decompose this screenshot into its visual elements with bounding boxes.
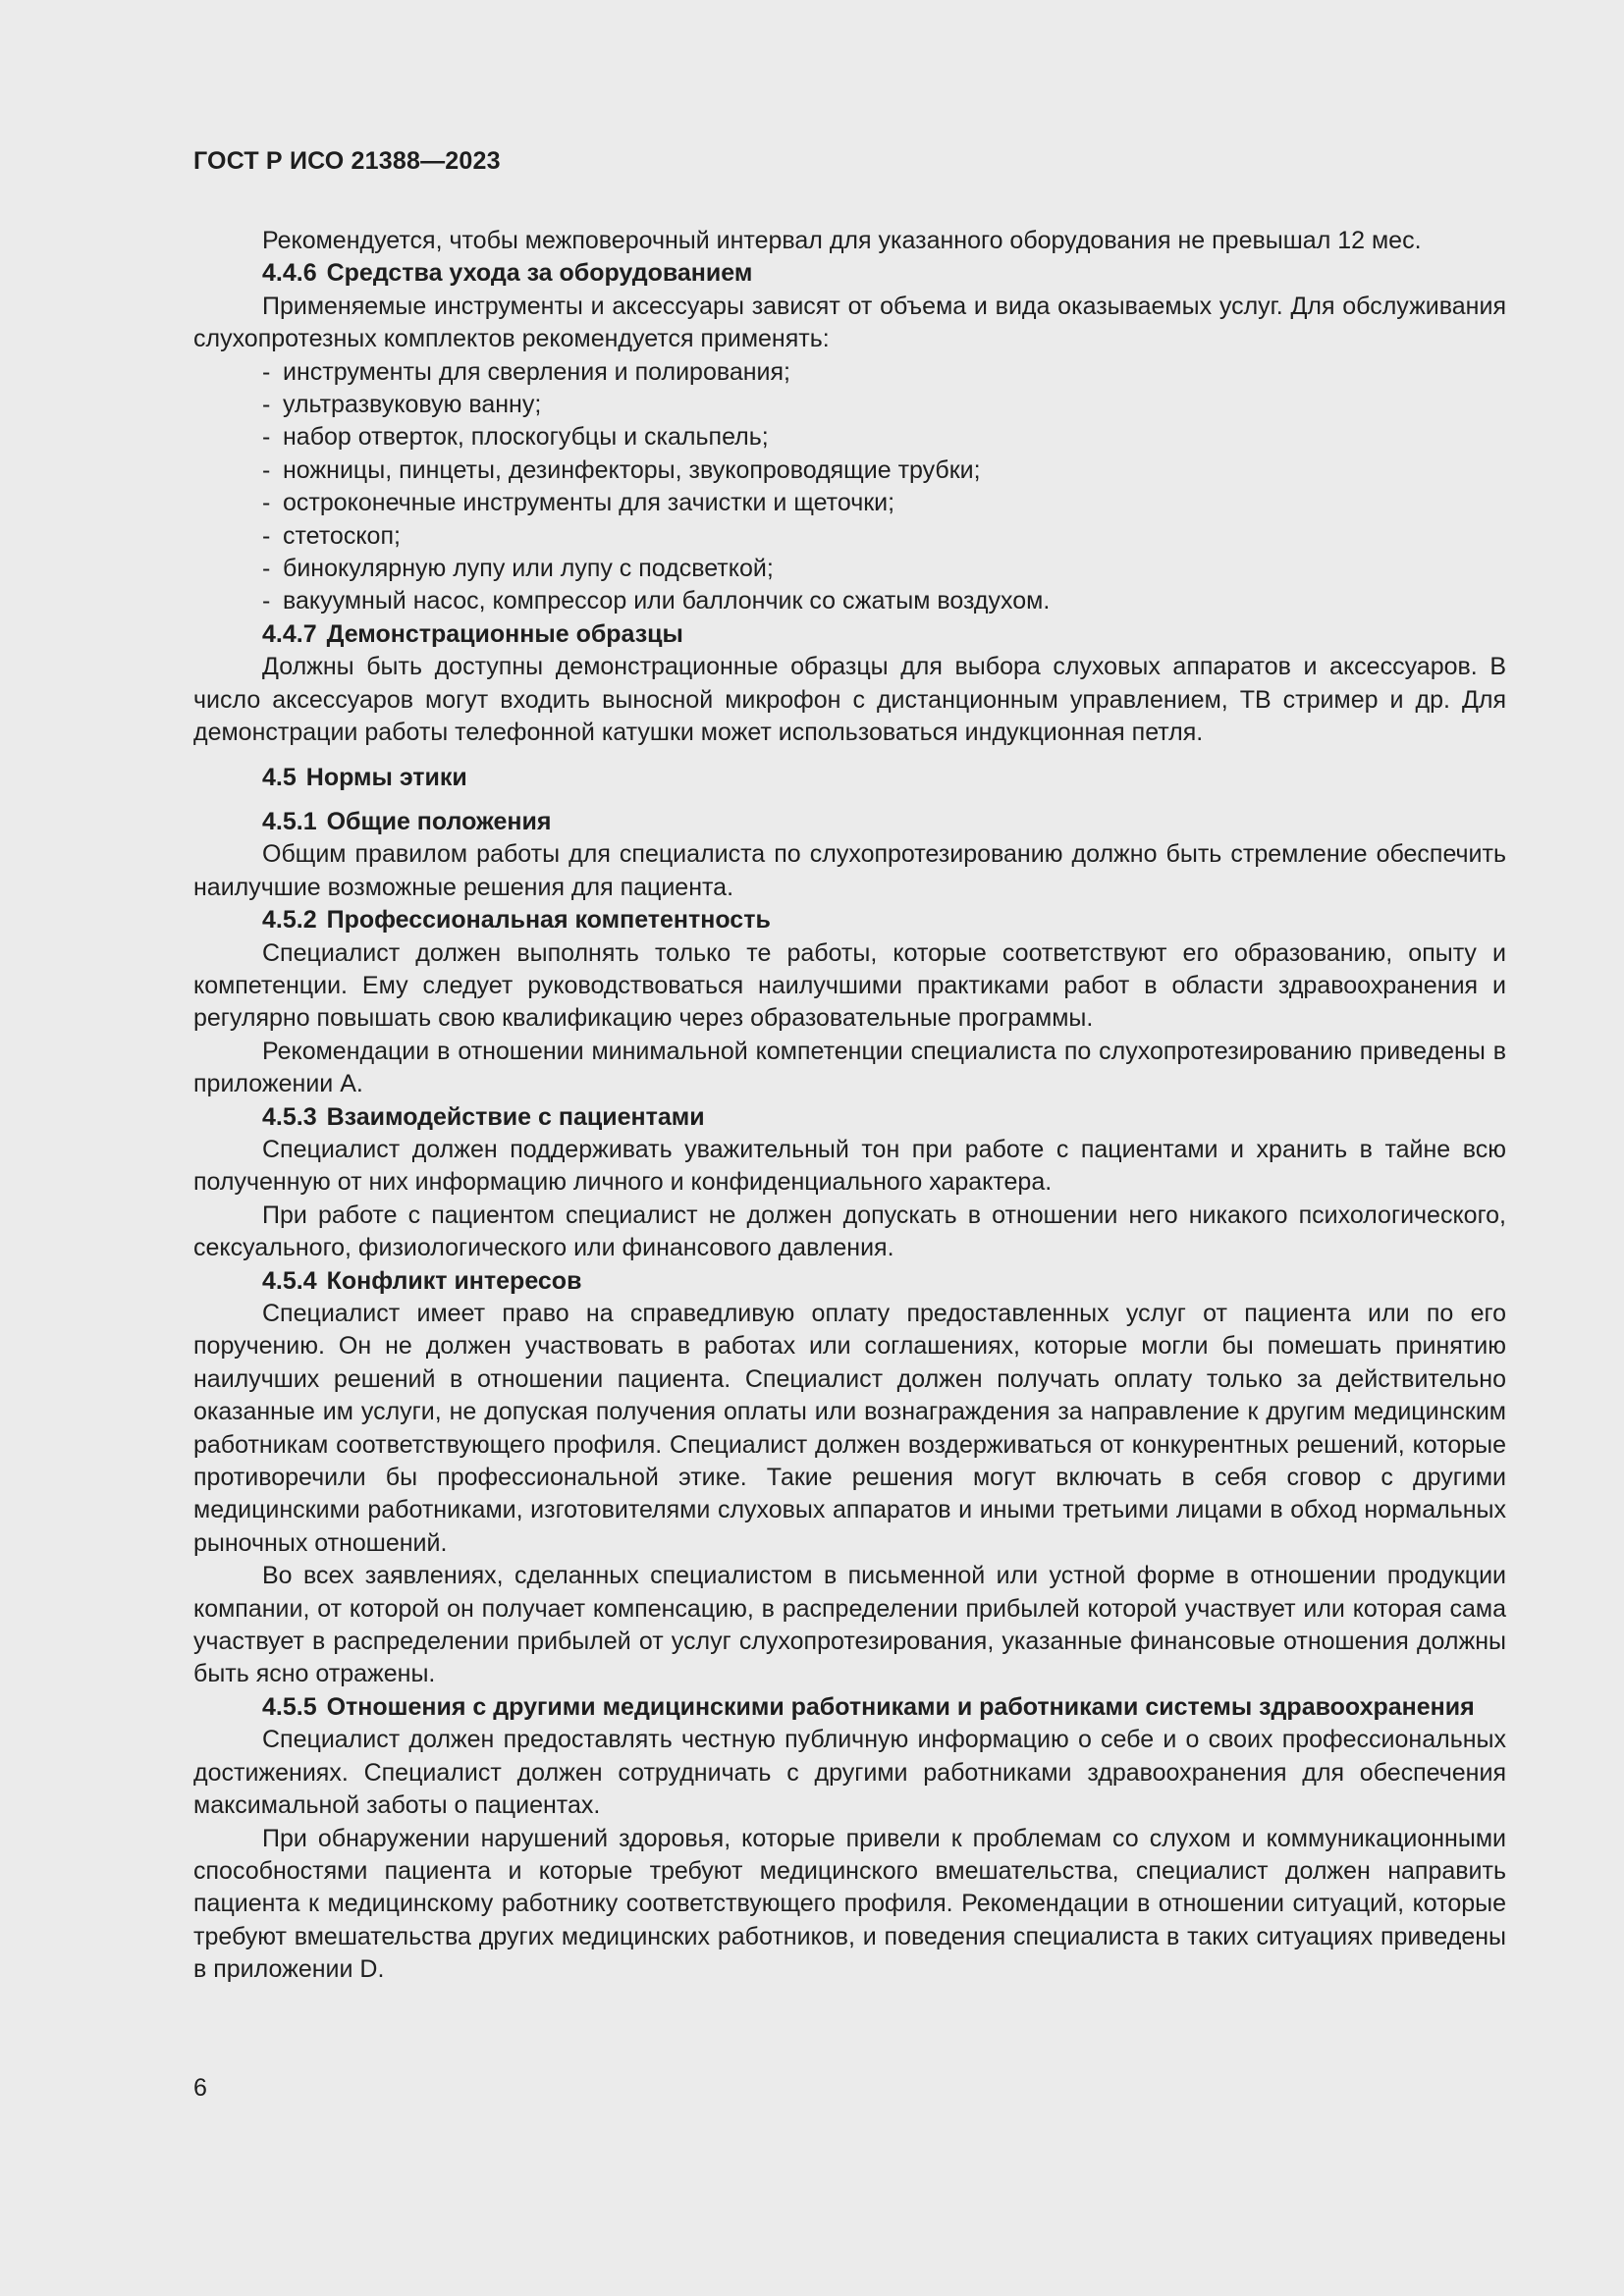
list-item: - набор отверток, плоскогубцы и скальпель; [262, 421, 1506, 454]
section-number: 4.5.1 [262, 807, 317, 835]
paragraph: Специалист имеет право на справедливую оплату предоставленных услуг от пациента или по его поручению. Он не должен участвовать в работах или соглашениях, которые могли бы помешать принятию наилучших решений в отношении пациента. Специалист должен получать оплату только за действительно оказанные им услуги, не допуская получения оплаты или вознаграждения за направление к другим медицинским работникам соответствующего профиля. Специалист должен воздерживаться от конкурентных решений, которые противоречили бы профессиональной этике. Такие решения могут включать в себя сговор с другими медицинскими работниками, изготовителями слуховых аппаратов и иными третьими лицами в обход нормальных рыночных отношений. [193, 1300, 1506, 1557]
section-heading-4-5 [193, 762, 1506, 794]
list-item: - инструменты для сверления и полирования; [262, 356, 1506, 389]
section-heading-4-4-7 [193, 618, 1506, 651]
equipment-list [193, 356, 1506, 618]
section-number: 4.4.6 [262, 259, 317, 288]
section-number: 4.5.5 [262, 1692, 317, 1721]
paragraph: При работе с пациентом специалист не должен допускать в отношении него никакого психологического, сексуального, физиологического или финансового давления. [193, 1201, 1506, 1262]
section-heading-4-5-1 [193, 806, 1506, 838]
paragraph: Специалист должен поддерживать уважительный тон при работе с пациентами и хранить в тайне всю полученную от них информацию личного и конфиденциального характера. [193, 1135, 1506, 1197]
section-heading-4-5-5 [193, 1691, 1506, 1724]
page-content [193, 225, 1506, 1987]
section-title: Общие положения [326, 807, 552, 835]
section-number: 4.5.3 [262, 1102, 317, 1131]
section-title: Отношения с другими медицинскими работниками и работниками системы здравоохранения [326, 1692, 1475, 1721]
section-title: Нормы этики [305, 763, 467, 791]
paragraph: Должны быть доступны демонстрационные образцы для выбора слуховых аппаратов и аксессуаров. В число аксессуаров могут входить выносной микрофон с дистанционным управлением, ТВ стример и др. Для демонстрации работы телефонной катушки может использоваться индукционная петля. [193, 653, 1506, 747]
section-heading-4-5-4 [193, 1265, 1506, 1298]
paragraph: Во всех заявлениях, сделанных специалистом в письменной или устной форме в отношении продукции компании, от которой он получает компенсацию, в распределении прибылей которой участвует или которая сама участвует в распределении прибылей от услуг слухопротезирования, указанные финансовые отношения должны быть ясно отражены. [193, 1562, 1506, 1688]
section-heading-4-5-2 [193, 904, 1506, 936]
intro-paragraph: Рекомендуется, чтобы межповерочный интервал для указанного оборудования не превышал 12 мес. [262, 227, 1422, 254]
page-number: 6 [193, 2074, 207, 2102]
list-item: - вакуумный насос, компрессор или баллончик со сжатым воздухом. [262, 585, 1506, 617]
section-title: Взаимодействие с пациентами [326, 1102, 705, 1131]
section-title: Конфликт интересов [326, 1266, 582, 1295]
list-item: - стетоскоп; [262, 520, 1506, 553]
list-item: - ножницы, пинцеты, дезинфекторы, звукопроводящие трубки; [262, 454, 1506, 487]
document-code-header: ГОСТ Р ИСО 21388—2023 [193, 147, 501, 175]
paragraph: Рекомендации в отношении минимальной компетенции специалиста по слухопротезированию приведены в приложении А. [193, 1037, 1506, 1098]
section-title: Профессиональная компетентность [326, 906, 771, 934]
section-heading-4-5-3 [193, 1101, 1506, 1134]
paragraph: Применяемые инструменты и аксессуары зависят от объема и вида оказываемых услуг. Для обслуживания слухопротезных комплектов рекомендуется применять: [193, 292, 1506, 353]
paragraph: Общим правилом работы для специалиста по слухопротезированию должно быть стремление обеспечить наилучшие возможные решения для пациента. [193, 840, 1506, 901]
section-number: 4.5.4 [262, 1266, 317, 1295]
paragraph: Специалист должен предоставлять честную публичную информацию о себе и о своих профессиональных достижениях. Специалист должен сотрудничать с другими работниками здравоохранения для обеспечения максимальной заботы о пациентах. [193, 1726, 1506, 1820]
list-item: - остроконечные инструменты для зачистки и щеточки; [262, 487, 1506, 519]
section-title: Средства ухода за оборудованием [326, 259, 753, 288]
section-number: 4.5 [262, 763, 297, 791]
paragraph: Специалист должен выполнять только те работы, которые соответствуют его образованию, опыту и компетенции. Ему следует руководствоваться наилучшими практиками работ в области здравоохранения и регулярно повышать свою квалификацию через образовательные программы. [193, 938, 1506, 1033]
section-number: 4.4.7 [262, 619, 317, 648]
section-heading-4-4-6 [193, 257, 1506, 290]
list-item: - ультразвуковую ванну; [262, 389, 1506, 421]
paragraph: При обнаружении нарушений здоровья, которые привели к проблемам со слухом и коммуникационными способностями пациента и которые требуют медицинского вмешательства, специалист должен направить пациента к медицинскому работнику соответствующего профиля. Рекомендации в отношении ситуаций, которые требуют вмешательства других медицинских работников, и поведения специалиста в таких ситуациях приведены в приложении D. [193, 1824, 1506, 1984]
section-title: Демонстрационные образцы [326, 619, 683, 648]
section-number: 4.5.2 [262, 906, 317, 934]
list-item: - бинокулярную лупу или лупу с подсветкой; [262, 553, 1506, 585]
